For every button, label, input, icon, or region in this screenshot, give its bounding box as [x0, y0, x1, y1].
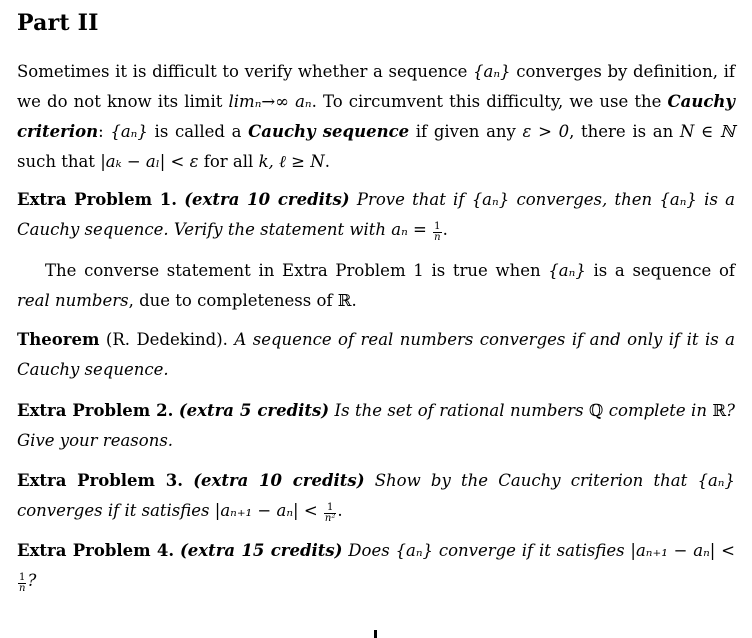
intro-text: . To circumvent this difficulty, we use the — [311, 92, 668, 111]
math-sequence: {aₙ} — [659, 190, 697, 209]
problem-text: is a Cauchy sequence. Verify the statement with — [17, 190, 735, 239]
problem-label: Extra Problem 2. — [17, 401, 174, 420]
math-epsilon: ε > 0 — [522, 122, 570, 141]
intro-paragraph — [17, 57, 735, 177]
converse-text: The converse statement in Extra Problem 1 is true when — [45, 261, 549, 280]
math-sequence: {aₙ} — [395, 541, 434, 560]
intro-text: if given any — [409, 122, 523, 141]
theorem-attribution: (R. Dedekind). — [99, 330, 228, 349]
problem-text: . — [337, 501, 343, 520]
problem-text: ? — [27, 571, 37, 590]
problem-text: Prove that if — [349, 190, 472, 209]
problem-label: Extra Problem 1. — [17, 190, 177, 209]
problem-text: converges, then — [509, 190, 660, 209]
extra-problem-4 — [17, 536, 735, 596]
page-number-mark — [374, 630, 377, 638]
math-inequality: |aₙ₊₁ − aₙ| < — [214, 501, 318, 520]
fraction-numerator: 1 — [19, 571, 26, 583]
problem-credits: (extra 10 credits) — [193, 471, 365, 490]
intro-text: for all — [198, 152, 259, 171]
extra-problem-2 — [17, 396, 735, 456]
math-indices: k, ℓ ≥ N — [258, 152, 325, 171]
problem-text: converges if it satisfies — [17, 501, 215, 520]
intro-text: . — [324, 152, 330, 171]
fraction — [324, 503, 336, 524]
converse-paragraph — [17, 256, 735, 316]
math-formula: aₙ = — [391, 220, 427, 239]
fraction — [18, 573, 26, 594]
term-cauchy-sequence: Cauchy sequence — [248, 122, 410, 141]
intro-text: Sometimes it is difficult to verify whether a sequence — [17, 62, 474, 81]
theorem-label: Theorem — [17, 330, 100, 349]
fraction-denominator: n — [19, 582, 26, 594]
extra-problem-1 — [17, 185, 735, 245]
fraction-numerator: 1 — [324, 503, 336, 514]
problem-credits: (extra 10 credits) — [184, 190, 350, 209]
term-cauchy-criterion: Cauchy criterion — [17, 92, 735, 141]
problem-credits: (extra 5 credits) — [178, 401, 330, 420]
intro-text: is called a — [147, 122, 249, 141]
problem-text: Does — [342, 541, 396, 560]
extra-problem-3 — [17, 466, 735, 526]
intro-text: such that — [17, 152, 101, 171]
math-limit: limₙ→∞ aₙ — [228, 92, 312, 111]
section-title: Part II — [17, 10, 99, 36]
math-sequence: {aₙ} — [548, 261, 586, 280]
converse-text: , due to completeness of — [128, 291, 338, 310]
math-rationals: ℚ — [588, 401, 604, 420]
math-sequence: {aₙ} — [473, 62, 511, 81]
math-condition: |aₖ − aₗ| < ε — [100, 152, 199, 171]
intro-text: : — [98, 122, 111, 141]
emphasis-real-numbers: real numbers — [17, 291, 129, 310]
math-sequence: {aₙ} — [110, 122, 148, 141]
problem-text: ? Give your reasons. — [17, 401, 735, 450]
fraction-denominator: n² — [324, 512, 336, 524]
problem-text: . — [442, 220, 448, 239]
math-reals: ℝ — [337, 291, 352, 310]
math-sequence: {aₙ} — [697, 471, 735, 490]
problem-label: Extra Problem 4. — [17, 541, 175, 560]
intro-text: converges by definition, if we do not know its limit — [17, 62, 735, 111]
problem-text: complete in — [603, 401, 713, 420]
math-sequence: {aₙ} — [471, 190, 510, 209]
fraction-numerator: 1 — [434, 220, 441, 232]
fraction-denominator: n — [434, 231, 441, 243]
math-N: N ∈ ℕ — [679, 122, 736, 141]
problem-text: converge if it satisfies — [433, 541, 631, 560]
problem-text: Is the set of rational numbers — [329, 401, 589, 420]
problem-label: Extra Problem 3. — [17, 471, 183, 490]
fraction — [433, 222, 441, 243]
converse-text: is a sequence of — [585, 261, 735, 280]
converse-text: . — [351, 291, 357, 310]
problem-text: Show by the Cauchy criterion that — [364, 471, 698, 490]
theorem-dedekind — [17, 325, 735, 385]
problem-credits: (extra 15 credits) — [179, 541, 343, 560]
intro-text: , there is an — [569, 122, 680, 141]
math-inequality: |aₙ₊₁ − aₙ| < — [630, 541, 735, 560]
math-reals: ℝ — [712, 401, 727, 420]
theorem-statement: A sequence of real numbers converges if and only if it is a Cauchy sequence. — [17, 330, 736, 379]
